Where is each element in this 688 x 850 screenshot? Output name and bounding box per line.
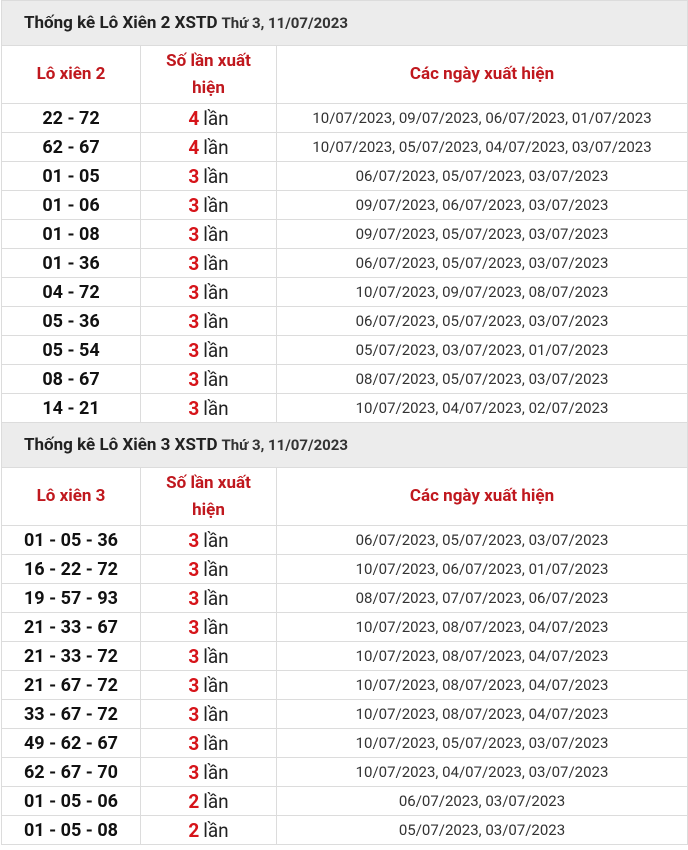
appearance-count-cell [141, 671, 277, 700]
section-title-date: Thứ 3, 11/07/2023 [221, 14, 349, 32]
appearance-unit: lần [203, 615, 229, 639]
appearance-count: 3 [188, 280, 200, 304]
appearance-count: 3 [188, 193, 200, 217]
appearance-unit: lần [203, 731, 229, 755]
appearance-dates: 10/07/2023, 08/07/2023, 04/07/2023 [277, 613, 688, 642]
lo-xien-pair: 04 - 72 [2, 278, 141, 307]
appearance-unit: lần [203, 106, 229, 130]
appearance-dates: 06/07/2023, 05/07/2023, 03/07/2023 [277, 249, 688, 278]
appearance-dates: 06/07/2023, 03/07/2023 [277, 787, 688, 816]
appearance-count: 3 [188, 222, 200, 246]
appearance-count: 3 [188, 615, 200, 639]
appearance-dates: 10/07/2023, 09/07/2023, 06/07/2023, 01/07/2023 [277, 104, 688, 133]
table-row [2, 613, 688, 642]
table-row [2, 191, 688, 220]
appearance-count-cell [141, 307, 277, 336]
appearance-dates: 09/07/2023, 05/07/2023, 03/07/2023 [277, 220, 688, 249]
section-title-main: Thống kê Lô Xiên 2 XSTD [24, 13, 218, 33]
column-header-count: Số lần xuất hiện [141, 468, 277, 526]
appearance-unit: lần [203, 528, 229, 552]
section-title-date: Thứ 3, 11/07/2023 [221, 436, 349, 454]
appearance-count: 3 [188, 309, 200, 333]
appearance-count: 2 [188, 818, 200, 842]
table-row [2, 249, 688, 278]
lo-xien-pair: 14 - 21 [2, 394, 141, 423]
table-row [2, 526, 688, 555]
table-row [2, 336, 688, 365]
lo-xien-pair: 01 - 08 [2, 220, 141, 249]
table-row [2, 307, 688, 336]
column-header-row [2, 46, 688, 104]
appearance-dates: 10/07/2023, 08/07/2023, 04/07/2023 [277, 642, 688, 671]
table-row [2, 162, 688, 191]
appearance-dates: 05/07/2023, 03/07/2023, 01/07/2023 [277, 336, 688, 365]
section-title [2, 1, 688, 46]
section-title-main: Thống kê Lô Xiên 3 XSTD [24, 435, 218, 455]
appearance-count-cell [141, 642, 277, 671]
lo-xien-pair: 01 - 36 [2, 249, 141, 278]
table-row [2, 758, 688, 787]
stats-table [1, 0, 688, 845]
column-header-pair: Lô xiên 3 [2, 468, 141, 526]
table-row [2, 584, 688, 613]
appearance-count: 3 [188, 528, 200, 552]
appearance-dates: 06/07/2023, 05/07/2023, 03/07/2023 [277, 162, 688, 191]
appearance-unit: lần [203, 135, 229, 159]
appearance-unit: lần [203, 222, 229, 246]
lo-xien-pair: 62 - 67 [2, 133, 141, 162]
table-row [2, 104, 688, 133]
appearance-unit: lần [203, 760, 229, 784]
appearance-count: 2 [188, 789, 200, 813]
lo-xien-pair: 21 - 33 - 67 [2, 613, 141, 642]
appearance-count: 3 [188, 251, 200, 275]
appearance-dates: 05/07/2023, 03/07/2023 [277, 816, 688, 845]
appearance-count-cell [141, 278, 277, 307]
appearance-count: 3 [188, 338, 200, 362]
appearance-count-cell [141, 613, 277, 642]
appearance-count-cell [141, 816, 277, 845]
appearance-unit: lần [203, 396, 229, 420]
appearance-count-cell [141, 365, 277, 394]
column-header-pair: Lô xiên 2 [2, 46, 141, 104]
lo-xien-pair: 05 - 54 [2, 336, 141, 365]
column-header-count: Số lần xuất hiện [141, 46, 277, 104]
lo-xien-pair: 22 - 72 [2, 104, 141, 133]
lo-xien-pair: 49 - 62 - 67 [2, 729, 141, 758]
appearance-count-cell [141, 220, 277, 249]
column-header-row [2, 468, 688, 526]
lottery-stats-page [1, 0, 687, 845]
table-row [2, 220, 688, 249]
appearance-dates: 08/07/2023, 07/07/2023, 06/07/2023 [277, 584, 688, 613]
appearance-count: 3 [188, 557, 200, 581]
appearance-count-cell [141, 758, 277, 787]
appearance-dates: 10/07/2023, 05/07/2023, 03/07/2023 [277, 729, 688, 758]
appearance-unit: lần [203, 193, 229, 217]
appearance-dates: 06/07/2023, 05/07/2023, 03/07/2023 [277, 307, 688, 336]
appearance-unit: lần [203, 702, 229, 726]
appearance-count-cell [141, 394, 277, 423]
appearance-dates: 06/07/2023, 05/07/2023, 03/07/2023 [277, 526, 688, 555]
table-row [2, 555, 688, 584]
appearance-unit: lần [203, 557, 229, 581]
appearance-count: 3 [188, 644, 200, 668]
table-row [2, 729, 688, 758]
lo-xien-pair: 01 - 05 [2, 162, 141, 191]
column-header-dates: Các ngày xuất hiện [277, 46, 688, 104]
appearance-count-cell [141, 133, 277, 162]
appearance-unit: lần [203, 338, 229, 362]
appearance-count: 3 [188, 731, 200, 755]
table-row [2, 642, 688, 671]
appearance-dates: 10/07/2023, 06/07/2023, 01/07/2023 [277, 555, 688, 584]
appearance-unit: lần [203, 789, 229, 813]
appearance-unit: lần [203, 673, 229, 697]
lo-xien-pair: 21 - 67 - 72 [2, 671, 141, 700]
appearance-count-cell [141, 729, 277, 758]
appearance-dates: 10/07/2023, 08/07/2023, 04/07/2023 [277, 700, 688, 729]
appearance-count-cell [141, 526, 277, 555]
appearance-unit: lần [203, 251, 229, 275]
appearance-count-cell [141, 555, 277, 584]
appearance-count: 3 [188, 396, 200, 420]
table-row [2, 365, 688, 394]
lo-xien-pair: 19 - 57 - 93 [2, 584, 141, 613]
appearance-count-cell [141, 104, 277, 133]
appearance-dates: 10/07/2023, 08/07/2023, 04/07/2023 [277, 671, 688, 700]
table-row [2, 816, 688, 845]
lo-xien-pair: 05 - 36 [2, 307, 141, 336]
lo-xien-pair: 62 - 67 - 70 [2, 758, 141, 787]
section-title [2, 423, 688, 468]
appearance-unit: lần [203, 309, 229, 333]
appearance-count: 3 [188, 702, 200, 726]
appearance-count: 3 [188, 164, 200, 188]
appearance-dates: 10/07/2023, 05/07/2023, 04/07/2023, 03/07/2023 [277, 133, 688, 162]
section-title-row [2, 423, 688, 468]
appearance-dates: 09/07/2023, 06/07/2023, 03/07/2023 [277, 191, 688, 220]
lo-xien-pair: 01 - 05 - 36 [2, 526, 141, 555]
appearance-count: 4 [188, 106, 200, 130]
lo-xien-pair: 08 - 67 [2, 365, 141, 394]
appearance-dates: 10/07/2023, 04/07/2023, 03/07/2023 [277, 758, 688, 787]
appearance-dates: 10/07/2023, 04/07/2023, 02/07/2023 [277, 394, 688, 423]
appearance-unit: lần [203, 644, 229, 668]
appearance-count-cell [141, 787, 277, 816]
appearance-count: 3 [188, 760, 200, 784]
appearance-count: 3 [188, 367, 200, 391]
table-row [2, 671, 688, 700]
appearance-count: 4 [188, 135, 200, 159]
appearance-count: 3 [188, 673, 200, 697]
lo-xien-pair: 16 - 22 - 72 [2, 555, 141, 584]
column-header-dates: Các ngày xuất hiện [277, 468, 688, 526]
table-row [2, 787, 688, 816]
appearance-count-cell [141, 700, 277, 729]
appearance-count: 3 [188, 586, 200, 610]
lo-xien-pair: 33 - 67 - 72 [2, 700, 141, 729]
appearance-unit: lần [203, 367, 229, 391]
lo-xien-pair: 01 - 06 [2, 191, 141, 220]
lo-xien-pair: 01 - 05 - 08 [2, 816, 141, 845]
appearance-count-cell [141, 162, 277, 191]
appearance-dates: 08/07/2023, 05/07/2023, 03/07/2023 [277, 365, 688, 394]
appearance-unit: lần [203, 164, 229, 188]
appearance-unit: lần [203, 280, 229, 304]
appearance-count-cell [141, 191, 277, 220]
appearance-count-cell [141, 584, 277, 613]
table-row [2, 278, 688, 307]
appearance-unit: lần [203, 818, 229, 842]
lo-xien-pair: 21 - 33 - 72 [2, 642, 141, 671]
table-row [2, 700, 688, 729]
appearance-count-cell [141, 336, 277, 365]
lo-xien-pair: 01 - 05 - 06 [2, 787, 141, 816]
table-row [2, 133, 688, 162]
appearance-dates: 10/07/2023, 09/07/2023, 08/07/2023 [277, 278, 688, 307]
appearance-count-cell [141, 249, 277, 278]
appearance-unit: lần [203, 586, 229, 610]
section-title-row [2, 1, 688, 46]
table-row [2, 394, 688, 423]
